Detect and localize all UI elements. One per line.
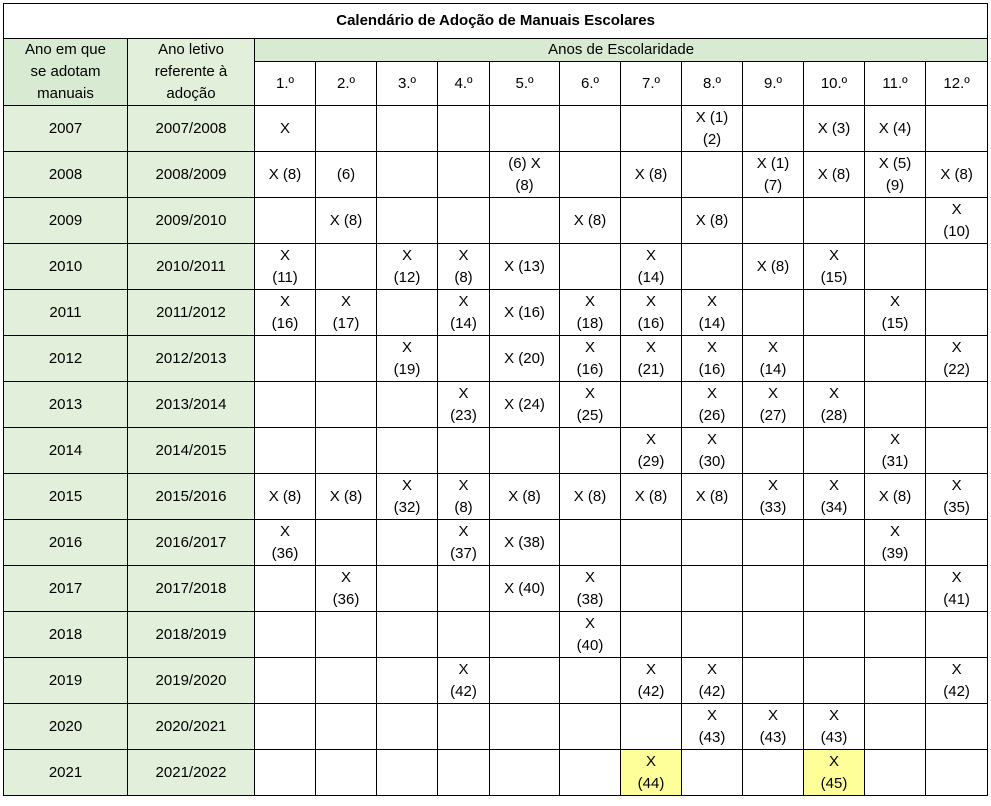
adoption-year-cell: 2011 <box>4 290 128 336</box>
grade-cell <box>865 566 926 612</box>
grade-cell <box>560 520 621 566</box>
adoption-year-cell: 2019 <box>4 658 128 704</box>
grade-cell <box>377 152 438 198</box>
grade-cell <box>377 106 438 152</box>
header-grade: 10.º <box>804 62 865 106</box>
grade-cell: X (8) <box>621 474 682 520</box>
grade-cell <box>743 106 804 152</box>
grade-cell <box>804 336 865 382</box>
school-year-cell: 2019/2020 <box>128 658 255 704</box>
grade-cell <box>255 428 316 474</box>
grade-cell <box>490 704 560 750</box>
grade-cell <box>255 198 316 244</box>
grade-cell <box>255 658 316 704</box>
grade-cell <box>743 290 804 336</box>
grade-cell <box>804 566 865 612</box>
grade-cell: X (4) <box>865 106 926 152</box>
grade-cell: X (36) <box>255 520 316 566</box>
grade-cell: X (3) <box>804 106 865 152</box>
grade-cell <box>490 750 560 796</box>
grade-cell: X (42) <box>682 658 743 704</box>
grade-cell: X (15) <box>865 290 926 336</box>
grade-cell: X (8) <box>438 474 490 520</box>
table-row <box>4 566 988 612</box>
grade-cell: X (12) <box>377 244 438 290</box>
grade-cell: X (35) <box>926 474 988 520</box>
grade-cell: X (21) <box>621 336 682 382</box>
grade-cell <box>560 244 621 290</box>
table-row <box>4 612 988 658</box>
grade-cell <box>804 612 865 658</box>
grade-cell: X (19) <box>377 336 438 382</box>
header-grade: 9.º <box>743 62 804 106</box>
grade-cell <box>743 198 804 244</box>
header-grade: 6.º <box>560 62 621 106</box>
grade-cell <box>804 290 865 336</box>
grade-cell <box>377 428 438 474</box>
grade-cell <box>438 566 490 612</box>
grade-cell: X (8) <box>255 474 316 520</box>
grade-cell <box>560 106 621 152</box>
adoption-year-cell: 2008 <box>4 152 128 198</box>
grade-cell <box>438 428 490 474</box>
grade-cell <box>926 428 988 474</box>
grade-cell: X (15) <box>804 244 865 290</box>
adoption-year-cell: 2015 <box>4 474 128 520</box>
grade-cell <box>682 750 743 796</box>
grade-cell <box>438 704 490 750</box>
table-row <box>4 750 988 796</box>
grade-cell <box>316 658 377 704</box>
grade-cell <box>560 750 621 796</box>
adoption-year-cell: 2020 <box>4 704 128 750</box>
grade-cell <box>926 612 988 658</box>
grade-cell <box>560 428 621 474</box>
grade-cell: X (16) <box>255 290 316 336</box>
grade-cell: X (8) <box>682 198 743 244</box>
grade-cell: X (17) <box>316 290 377 336</box>
grade-cell <box>804 428 865 474</box>
header-grades-group: Anos de Escolaridade <box>255 39 988 62</box>
grade-cell <box>804 198 865 244</box>
grade-cell: (6) <box>316 152 377 198</box>
grade-cell <box>490 658 560 704</box>
grade-cell <box>560 152 621 198</box>
grade-cell: X (34) <box>804 474 865 520</box>
grade-cell: X (33) <box>743 474 804 520</box>
grade-cell <box>621 198 682 244</box>
grade-cell: X (1) (7) <box>743 152 804 198</box>
grade-cell <box>377 290 438 336</box>
grade-cell <box>926 750 988 796</box>
grade-cell <box>316 106 377 152</box>
table-row <box>4 474 988 520</box>
grade-cell <box>377 198 438 244</box>
grade-cell: X (31) <box>865 428 926 474</box>
grade-cell <box>316 244 377 290</box>
grade-cell <box>438 152 490 198</box>
table-row <box>4 152 988 198</box>
grade-cell <box>926 244 988 290</box>
grade-cell <box>621 566 682 612</box>
grade-cell <box>490 612 560 658</box>
grade-cell <box>743 428 804 474</box>
grade-cell <box>865 658 926 704</box>
school-year-cell: 2017/2018 <box>128 566 255 612</box>
grade-cell <box>926 290 988 336</box>
table-row <box>4 520 988 566</box>
grade-cell: X (28) <box>804 382 865 428</box>
grade-cell <box>682 244 743 290</box>
school-year-cell: 2009/2010 <box>128 198 255 244</box>
table-row <box>4 658 988 704</box>
grade-cell: X (44) <box>621 750 682 796</box>
grade-cell: X (13) <box>490 244 560 290</box>
grade-cell: X (14) <box>621 244 682 290</box>
table-title: Calendário de Adoção de Manuais Escolares <box>4 4 988 39</box>
grade-cell <box>490 428 560 474</box>
grade-cell <box>865 612 926 658</box>
grade-cell <box>377 750 438 796</box>
grade-cell: X (36) <box>316 566 377 612</box>
header-grade: 3.º <box>377 62 438 106</box>
adoption-year-cell: 2016 <box>4 520 128 566</box>
grade-cell <box>621 704 682 750</box>
adoption-year-cell: 2007 <box>4 106 128 152</box>
grade-cell: X (5) (9) <box>865 152 926 198</box>
school-year-cell: 2010/2011 <box>128 244 255 290</box>
grade-cell <box>438 612 490 658</box>
school-year-cell: 2018/2019 <box>128 612 255 658</box>
grade-cell: X (8) <box>743 244 804 290</box>
grade-cell <box>804 658 865 704</box>
grade-cell: X (40) <box>560 612 621 658</box>
school-year-cell: 2021/2022 <box>128 750 255 796</box>
header-grade: 12.º <box>926 62 988 106</box>
grade-cell: X (43) <box>743 704 804 750</box>
header-adoption-year: Ano em que se adotam manuais <box>4 39 128 106</box>
grade-cell <box>490 198 560 244</box>
header-grade: 7.º <box>621 62 682 106</box>
grade-cell: X (43) <box>682 704 743 750</box>
table-row <box>4 198 988 244</box>
school-year-cell: 2020/2021 <box>128 704 255 750</box>
grade-cell <box>560 704 621 750</box>
table-row <box>4 382 988 428</box>
grade-cell <box>316 612 377 658</box>
grade-cell: X (39) <box>865 520 926 566</box>
grade-cell <box>743 658 804 704</box>
grade-cell: X (41) <box>926 566 988 612</box>
grade-cell: X (16) <box>621 290 682 336</box>
grade-cell: X (38) <box>560 566 621 612</box>
grade-cell: X (45) <box>804 750 865 796</box>
grade-cell: X (16) <box>490 290 560 336</box>
grade-cell <box>621 520 682 566</box>
grade-cell: X (40) <box>490 566 560 612</box>
grade-cell: X (8) <box>926 152 988 198</box>
grade-cell: X (8) <box>490 474 560 520</box>
school-year-cell: 2007/2008 <box>128 106 255 152</box>
school-year-cell: 2008/2009 <box>128 152 255 198</box>
table-row <box>4 106 988 152</box>
table-row <box>4 244 988 290</box>
adoption-year-cell: 2013 <box>4 382 128 428</box>
grade-cell: X (8) <box>560 198 621 244</box>
school-year-cell: 2015/2016 <box>128 474 255 520</box>
grade-cell <box>682 520 743 566</box>
grade-cell <box>682 566 743 612</box>
grade-cell <box>743 612 804 658</box>
grade-cell: X (8) <box>682 474 743 520</box>
grade-cell <box>438 106 490 152</box>
grade-cell <box>255 750 316 796</box>
grade-cell: X (14) <box>438 290 490 336</box>
grade-cell <box>377 520 438 566</box>
grade-cell: X (8) <box>560 474 621 520</box>
grade-cell <box>438 750 490 796</box>
grade-cell: X (8) <box>621 152 682 198</box>
grade-cell: X (42) <box>438 658 490 704</box>
grade-cell: X (16) <box>560 336 621 382</box>
grade-cell <box>621 106 682 152</box>
header-grade: 1.º <box>255 62 316 106</box>
grade-cell <box>255 612 316 658</box>
grade-cell: X (38) <box>490 520 560 566</box>
grade-cell: X (8) <box>804 152 865 198</box>
table-row <box>4 336 988 382</box>
grade-cell <box>682 612 743 658</box>
header-grade: 5.º <box>490 62 560 106</box>
grade-cell <box>865 750 926 796</box>
grade-cell <box>377 658 438 704</box>
grade-cell: X (43) <box>804 704 865 750</box>
grade-cell <box>926 520 988 566</box>
table-row <box>4 704 988 750</box>
grade-cell: X (25) <box>560 382 621 428</box>
grade-cell <box>621 382 682 428</box>
grade-cell <box>926 106 988 152</box>
adoption-calendar-table <box>3 3 988 796</box>
grade-cell: X (42) <box>621 658 682 704</box>
grade-cell <box>438 198 490 244</box>
grade-cell <box>377 704 438 750</box>
grade-cell <box>804 520 865 566</box>
grade-cell: X (14) <box>743 336 804 382</box>
grade-cell: X (37) <box>438 520 490 566</box>
grade-cell <box>621 612 682 658</box>
adoption-year-cell: 2021 <box>4 750 128 796</box>
grade-cell <box>316 704 377 750</box>
grade-cell <box>316 382 377 428</box>
school-year-cell: 2016/2017 <box>128 520 255 566</box>
grade-cell <box>255 336 316 382</box>
adoption-year-cell: 2014 <box>4 428 128 474</box>
grade-cell <box>316 520 377 566</box>
grade-cell <box>377 382 438 428</box>
grade-cell <box>743 520 804 566</box>
grade-cell <box>255 382 316 428</box>
grade-cell: X (27) <box>743 382 804 428</box>
header-grade: 2.º <box>316 62 377 106</box>
header-grade: 11.º <box>865 62 926 106</box>
grade-cell <box>255 704 316 750</box>
grade-cell <box>926 382 988 428</box>
grade-cell: X (8) <box>316 198 377 244</box>
grade-cell <box>490 106 560 152</box>
grade-cell: X (20) <box>490 336 560 382</box>
grade-cell: X <box>255 106 316 152</box>
school-year-cell: 2011/2012 <box>128 290 255 336</box>
header-grade: 8.º <box>682 62 743 106</box>
grade-cell: X (32) <box>377 474 438 520</box>
grade-cell: X (8) <box>865 474 926 520</box>
adoption-year-cell: 2017 <box>4 566 128 612</box>
adoption-year-cell: 2018 <box>4 612 128 658</box>
grade-cell: X (14) <box>682 290 743 336</box>
grade-cell: X (24) <box>490 382 560 428</box>
header-school-year: Ano letivo referente à adoção <box>128 39 255 106</box>
grade-cell: (6) X (8) <box>490 152 560 198</box>
grade-cell <box>743 566 804 612</box>
grade-cell <box>377 566 438 612</box>
adoption-year-cell: 2010 <box>4 244 128 290</box>
grade-cell <box>560 658 621 704</box>
grade-cell <box>743 750 804 796</box>
grade-cell: X (22) <box>926 336 988 382</box>
table-row <box>4 290 988 336</box>
grade-cell <box>316 750 377 796</box>
grade-cell: X (26) <box>682 382 743 428</box>
grade-cell <box>865 244 926 290</box>
school-year-cell: 2012/2013 <box>128 336 255 382</box>
grade-cell <box>316 336 377 382</box>
grade-cell: X (29) <box>621 428 682 474</box>
adoption-year-cell: 2009 <box>4 198 128 244</box>
school-year-cell: 2013/2014 <box>128 382 255 428</box>
grade-cell <box>865 382 926 428</box>
grade-cell: X (42) <box>926 658 988 704</box>
table-row <box>4 428 988 474</box>
grade-cell: X (1) (2) <box>682 106 743 152</box>
header-grade: 4.º <box>438 62 490 106</box>
grade-cell <box>865 336 926 382</box>
grade-cell: X (10) <box>926 198 988 244</box>
grade-cell <box>682 152 743 198</box>
grade-cell <box>316 428 377 474</box>
grade-cell <box>865 198 926 244</box>
grade-cell <box>438 336 490 382</box>
grade-cell: X (23) <box>438 382 490 428</box>
grade-cell <box>865 704 926 750</box>
grade-cell: X (8) <box>438 244 490 290</box>
grade-cell: X (11) <box>255 244 316 290</box>
grade-cell: X (16) <box>682 336 743 382</box>
grade-cell <box>377 612 438 658</box>
adoption-year-cell: 2012 <box>4 336 128 382</box>
grade-cell: X (8) <box>316 474 377 520</box>
grade-cell: X (30) <box>682 428 743 474</box>
grade-cell: X (18) <box>560 290 621 336</box>
grade-cell <box>926 704 988 750</box>
school-year-cell: 2014/2015 <box>128 428 255 474</box>
grade-cell <box>255 566 316 612</box>
grade-cell: X (8) <box>255 152 316 198</box>
